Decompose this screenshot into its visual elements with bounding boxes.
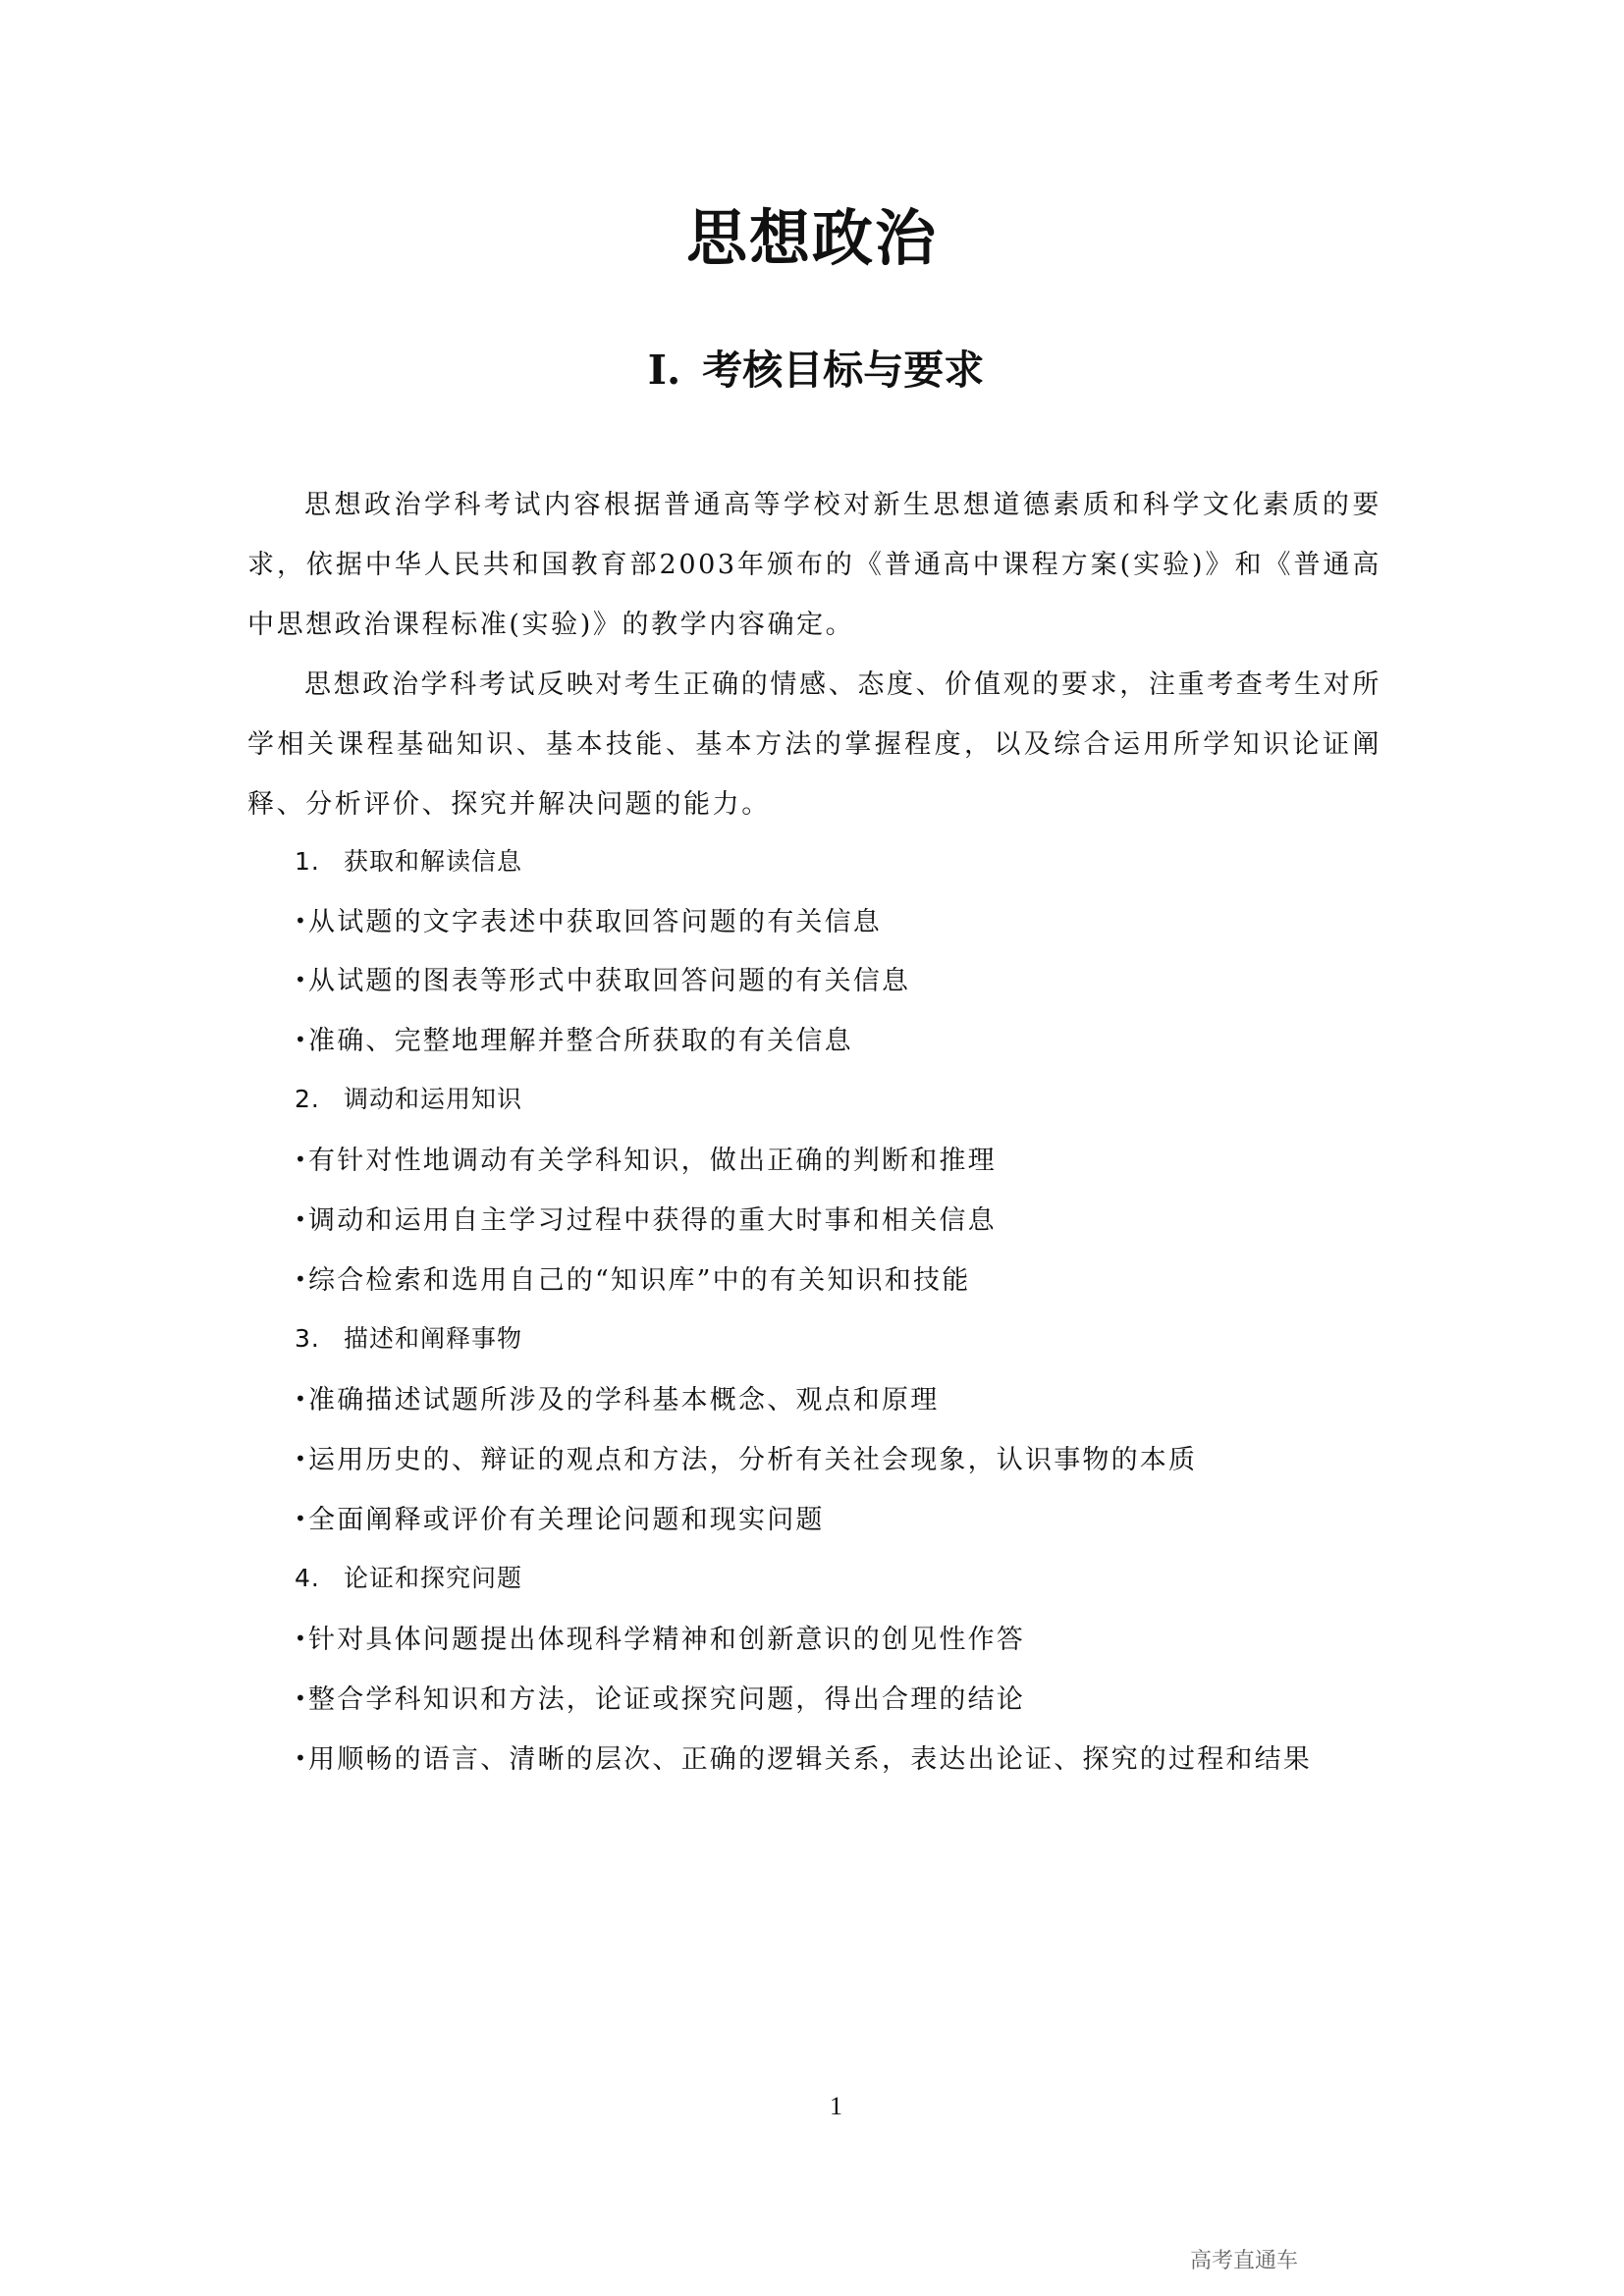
requirement-item: •全面阐释或评价有关理论问题和现实问题: [295, 1501, 825, 1538]
section-heading: [0, 346, 1624, 395]
requirement-item: •整合学科知识和方法，论证或探究问题，得出合理的结论: [295, 1681, 1025, 1718]
section-title-text: 考核目标与要求: [702, 347, 985, 394]
requirement-item: •调动和运用自主学习过程中获得的重大时事和相关信息: [295, 1201, 997, 1239]
paragraph-text: 思想政治学科考试反映对考生正确的情感、态度、价值观的要求，注重考查考生对所学相关课程基础知识、基本技能、基本方法的掌握程度，以及综合运用所学知识论证阐释、分析评价、探究并解决问题的能力。: [247, 669, 1381, 820]
requirement-heading-text: 调动和运用知识: [344, 1085, 523, 1113]
bullet-icon: •: [295, 1447, 308, 1470]
bullet-icon: •: [295, 909, 308, 933]
paragraph-text: 思想政治学科考试内容根据普通高等学校对新生思想道德素质和科学文化素质的要求，依据中华人民共和国教育部2003年颁布的《普通高中课程方案(实验)》和《普通高中思想政治课程标准(实验)》的教学内容确定。: [247, 490, 1381, 640]
bullet-icon: •: [295, 1507, 308, 1530]
requirement-heading-2: [295, 1082, 522, 1117]
bullet-icon: •: [295, 1686, 308, 1710]
watermark-text: 高考直通车: [1190, 2249, 1299, 2273]
requirement-heading-text: 获取和解读信息: [344, 847, 523, 876]
requirement-item: •从试题的图表等形式中获取回答问题的有关信息: [295, 962, 910, 999]
requirement-item: •用顺畅的语言、清晰的层次、正确的逻辑关系，表达出论证、探究的过程和结果: [295, 1740, 1312, 1778]
bullet-icon: •: [295, 968, 308, 991]
requirement-item: •针对具体问题提出体现科学精神和创新意识的创见性作答: [295, 1621, 1025, 1658]
bullet-icon: •: [295, 1148, 308, 1171]
bullet-icon: •: [295, 1746, 308, 1770]
requirement-item: •综合检索和选用自己的“知识库”中的有关知识和技能: [295, 1261, 970, 1299]
requirement-number: 1.: [295, 847, 320, 876]
intro-paragraph-1: [247, 475, 1381, 655]
bullet-icon: •: [295, 1387, 308, 1411]
requirement-heading-3: [295, 1321, 522, 1357]
bullet-icon: •: [295, 1267, 308, 1291]
requirement-number: 2.: [295, 1085, 320, 1113]
requirement-item: •从试题的文字表述中获取回答问题的有关信息: [295, 903, 882, 940]
requirement-number: 4.: [295, 1564, 320, 1592]
section-numeral: Ⅰ.: [647, 347, 681, 394]
requirement-item: •有针对性地调动有关学科知识，做出正确的判断和推理: [295, 1142, 997, 1179]
requirement-item: •准确、完整地理解并整合所获取的有关信息: [295, 1022, 853, 1059]
requirement-item: •运用历史的、辩证的观点和方法，分析有关社会现象，认识事物的本质: [295, 1441, 1197, 1478]
bullet-icon: •: [295, 1207, 308, 1231]
document-title: 思想政治: [685, 202, 938, 274]
page-number: 1: [830, 2092, 842, 2120]
requirement-number: 3.: [295, 1324, 320, 1353]
bullet-icon: •: [295, 1028, 308, 1051]
requirement-item: •准确描述试题所涉及的学科基本概念、观点和原理: [295, 1381, 939, 1418]
bullet-icon: •: [295, 1627, 308, 1650]
requirement-heading-text: 论证和探究问题: [344, 1564, 523, 1592]
requirement-heading-text: 描述和阐释事物: [344, 1324, 523, 1353]
requirement-heading-1: [295, 844, 522, 880]
intro-paragraph-2: [247, 655, 1381, 834]
requirement-heading-4: [295, 1561, 522, 1596]
